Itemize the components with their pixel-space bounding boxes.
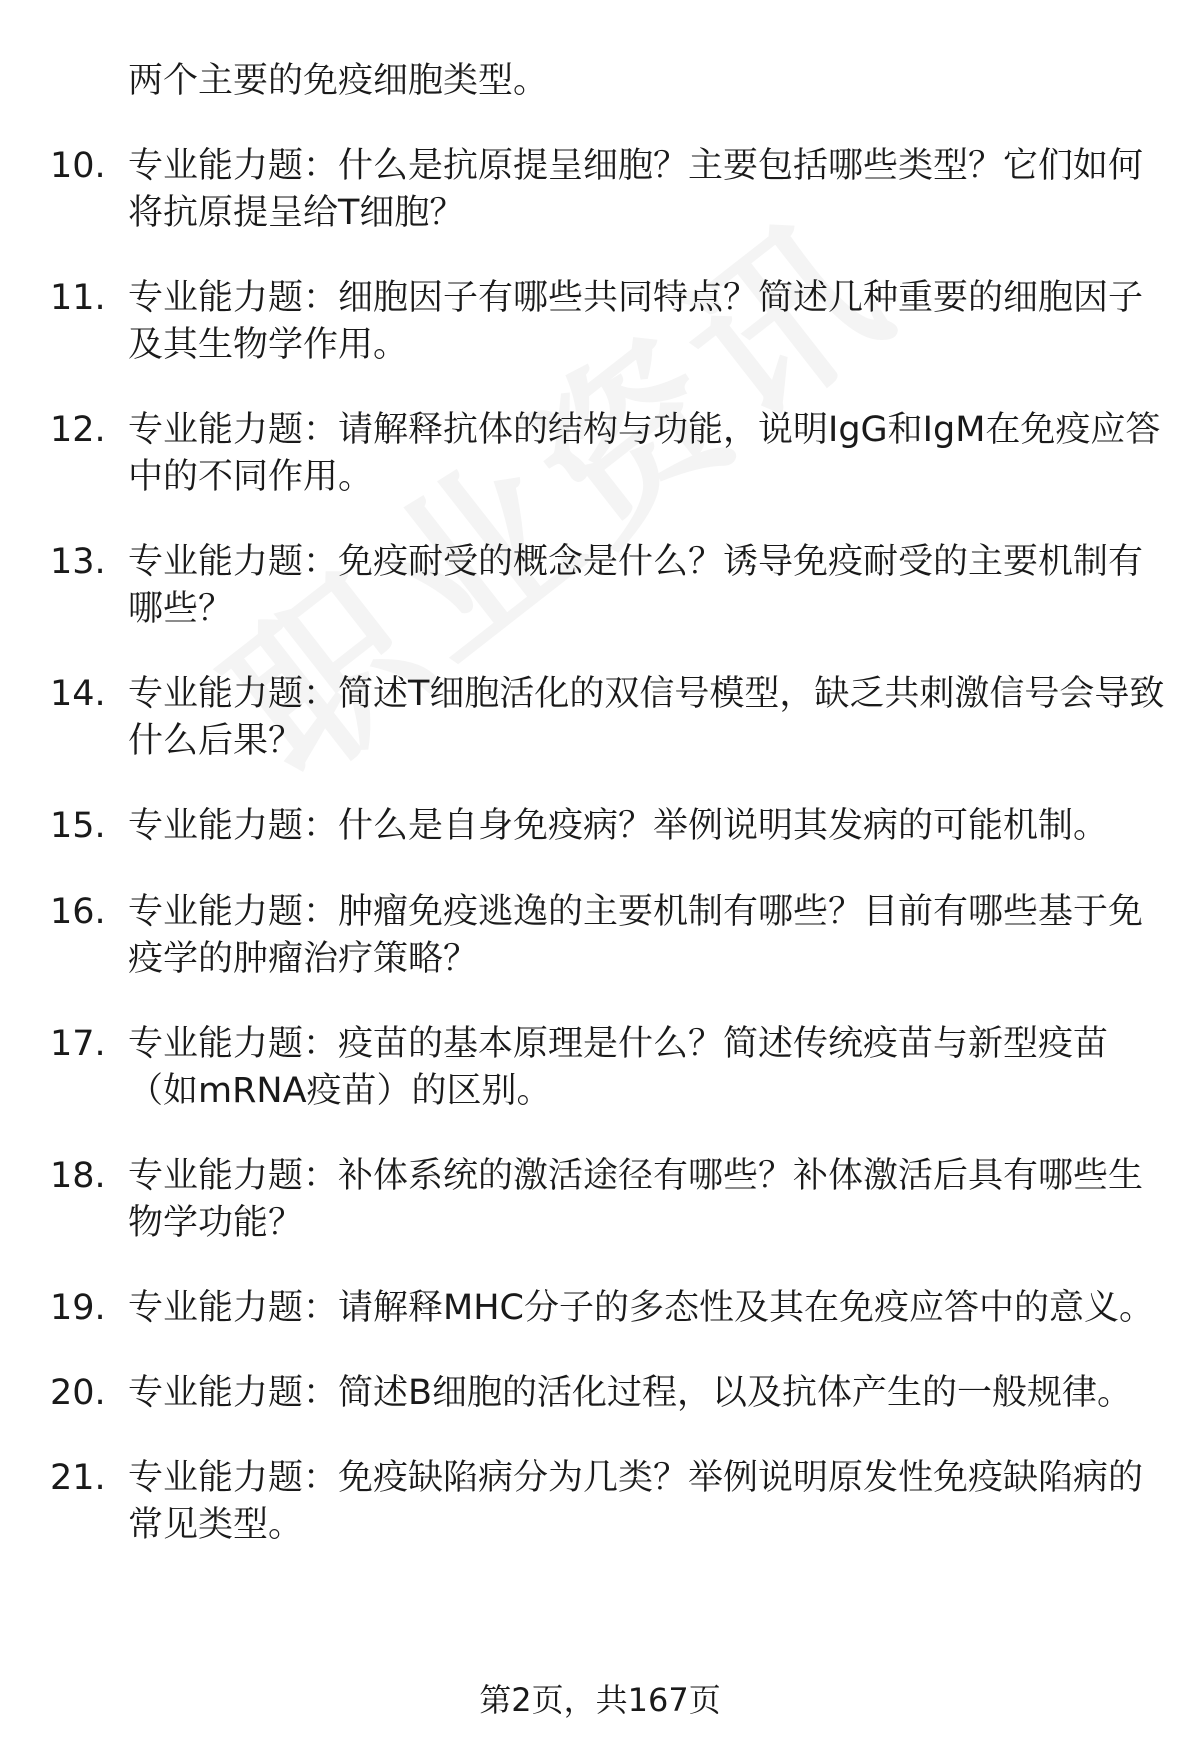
continuation-text: 两个主要的免疫细胞类型。 bbox=[128, 61, 549, 101]
page-footer: 第2页，共167页 bbox=[479, 1681, 721, 1719]
question-text: 专业能力题：请解释抗体的结构与功能，说明IgG和IgM在免疫应答中的不同作用。 bbox=[128, 410, 1161, 497]
question-item bbox=[0, 1455, 1170, 1549]
question-text: 专业能力题：请解释MHC分子的多态性及其在免疫应答中的意义。 bbox=[128, 1288, 1154, 1328]
question-number: 15. bbox=[50, 806, 106, 846]
question-item bbox=[0, 889, 1170, 983]
question-text: 专业能力题：免疫缺陷病分为几类？举例说明原发性免疫缺陷病的常见类型。 bbox=[128, 1458, 1144, 1545]
question-number: 10. bbox=[50, 146, 106, 186]
question-number: 20. bbox=[50, 1373, 106, 1413]
question-number: 19. bbox=[50, 1288, 106, 1328]
question-text: 专业能力题：细胞因子有哪些共同特点？简述几种重要的细胞因子及其生物学作用。 bbox=[128, 278, 1144, 365]
question-text: 专业能力题：简述T细胞活化的双信号模型，缺乏共刺激信号会导致什么后果？ bbox=[128, 674, 1165, 761]
question-item bbox=[0, 539, 1170, 633]
question-item bbox=[0, 1153, 1170, 1247]
question-number: 17. bbox=[50, 1024, 106, 1064]
question-item bbox=[0, 1370, 1170, 1417]
question-number: 16. bbox=[50, 892, 106, 932]
question-item bbox=[0, 1021, 1170, 1115]
question-number: 14. bbox=[50, 674, 106, 714]
question-number: 12. bbox=[50, 410, 106, 450]
question-number: 18. bbox=[50, 1156, 106, 1196]
question-list bbox=[0, 58, 1200, 1587]
question-item bbox=[0, 275, 1170, 369]
question-item bbox=[0, 803, 1170, 850]
question-text: 专业能力题：疫苗的基本原理是什么？简述传统疫苗与新型疫苗（如mRNA疫苗）的区别。 bbox=[128, 1024, 1109, 1111]
question-item bbox=[0, 1285, 1170, 1332]
question-text: 专业能力题：简述B细胞的活化过程，以及抗体产生的一般规律。 bbox=[128, 1373, 1133, 1413]
question-item bbox=[0, 143, 1170, 237]
question-item bbox=[0, 671, 1170, 765]
question-text: 专业能力题：什么是自身免疫病？举例说明其发病的可能机制。 bbox=[128, 806, 1109, 846]
question-number: 21. bbox=[50, 1458, 106, 1498]
question-text: 专业能力题：免疫耐受的概念是什么？诱导免疫耐受的主要机制有哪些？ bbox=[128, 542, 1144, 629]
question-text: 专业能力题：补体系统的激活途径有哪些？补体激活后具有哪些生物学功能？ bbox=[128, 1156, 1144, 1243]
question-item bbox=[0, 407, 1170, 501]
question-text: 专业能力题：肿瘤免疫逃逸的主要机制有哪些？目前有哪些基于免疫学的肿瘤治疗策略？ bbox=[128, 892, 1144, 979]
question-number: 11. bbox=[50, 278, 106, 318]
question-number: 13. bbox=[50, 542, 106, 582]
question-text: 专业能力题：什么是抗原提呈细胞？主要包括哪些类型？它们如何将抗原提呈给T细胞？ bbox=[128, 146, 1144, 233]
